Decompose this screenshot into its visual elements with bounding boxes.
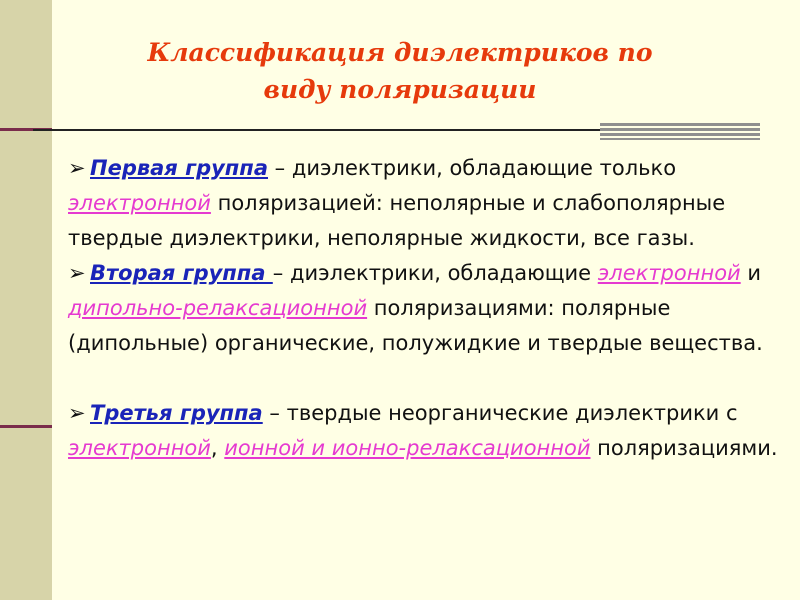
group-1-text-end: поляризацией: неполярные и слабополярные твердые диэлектрики, неполярные жидкости, все газы. <box>68 191 726 250</box>
group-3-text-end: поляризациями. <box>590 436 778 460</box>
term-electronic: электронной <box>597 261 741 285</box>
term-electronic: электронной <box>68 191 211 215</box>
slide-title: Классификация диэлектриков по виду поляризации <box>147 38 653 104</box>
group-1-text: – диэлектрики, обладающие только <box>268 156 677 180</box>
arrow-bullet-icon: ➢ <box>68 156 86 180</box>
group-2-text: – диэлектрики, обладающие <box>272 261 598 285</box>
group-2-text-end: поляризациями: полярные (дипольные) органические, полужидкие и твердые вещества. <box>68 296 763 355</box>
group-1-paragraph <box>68 151 783 256</box>
group-2-connector: и <box>740 261 762 285</box>
group-1-heading: Первая группа <box>90 156 268 180</box>
term-dipole-relaxation: дипольно-релаксационной <box>68 296 368 320</box>
term-electronic: электронной <box>68 436 211 460</box>
divider-accent-stripes <box>600 123 760 140</box>
left-decorative-bar <box>0 0 52 600</box>
group-2-paragraph <box>68 256 783 361</box>
arrow-bullet-icon: ➢ <box>68 401 86 425</box>
group-2-heading: Вторая группа <box>90 261 273 285</box>
group-3-heading: Третья группа <box>90 401 263 425</box>
group-3-connector: , <box>210 436 225 460</box>
group-3-paragraph <box>68 396 783 466</box>
sidebar-divider-bottom <box>0 425 52 428</box>
group-3-text: – твердые неорганические диэлектрики с <box>262 401 738 425</box>
paragraph-spacer <box>68 361 783 396</box>
arrow-bullet-icon: ➢ <box>68 261 86 285</box>
slide-body <box>68 151 783 466</box>
term-ionic-relaxation: ионной и ионно-релаксационной <box>224 436 591 460</box>
